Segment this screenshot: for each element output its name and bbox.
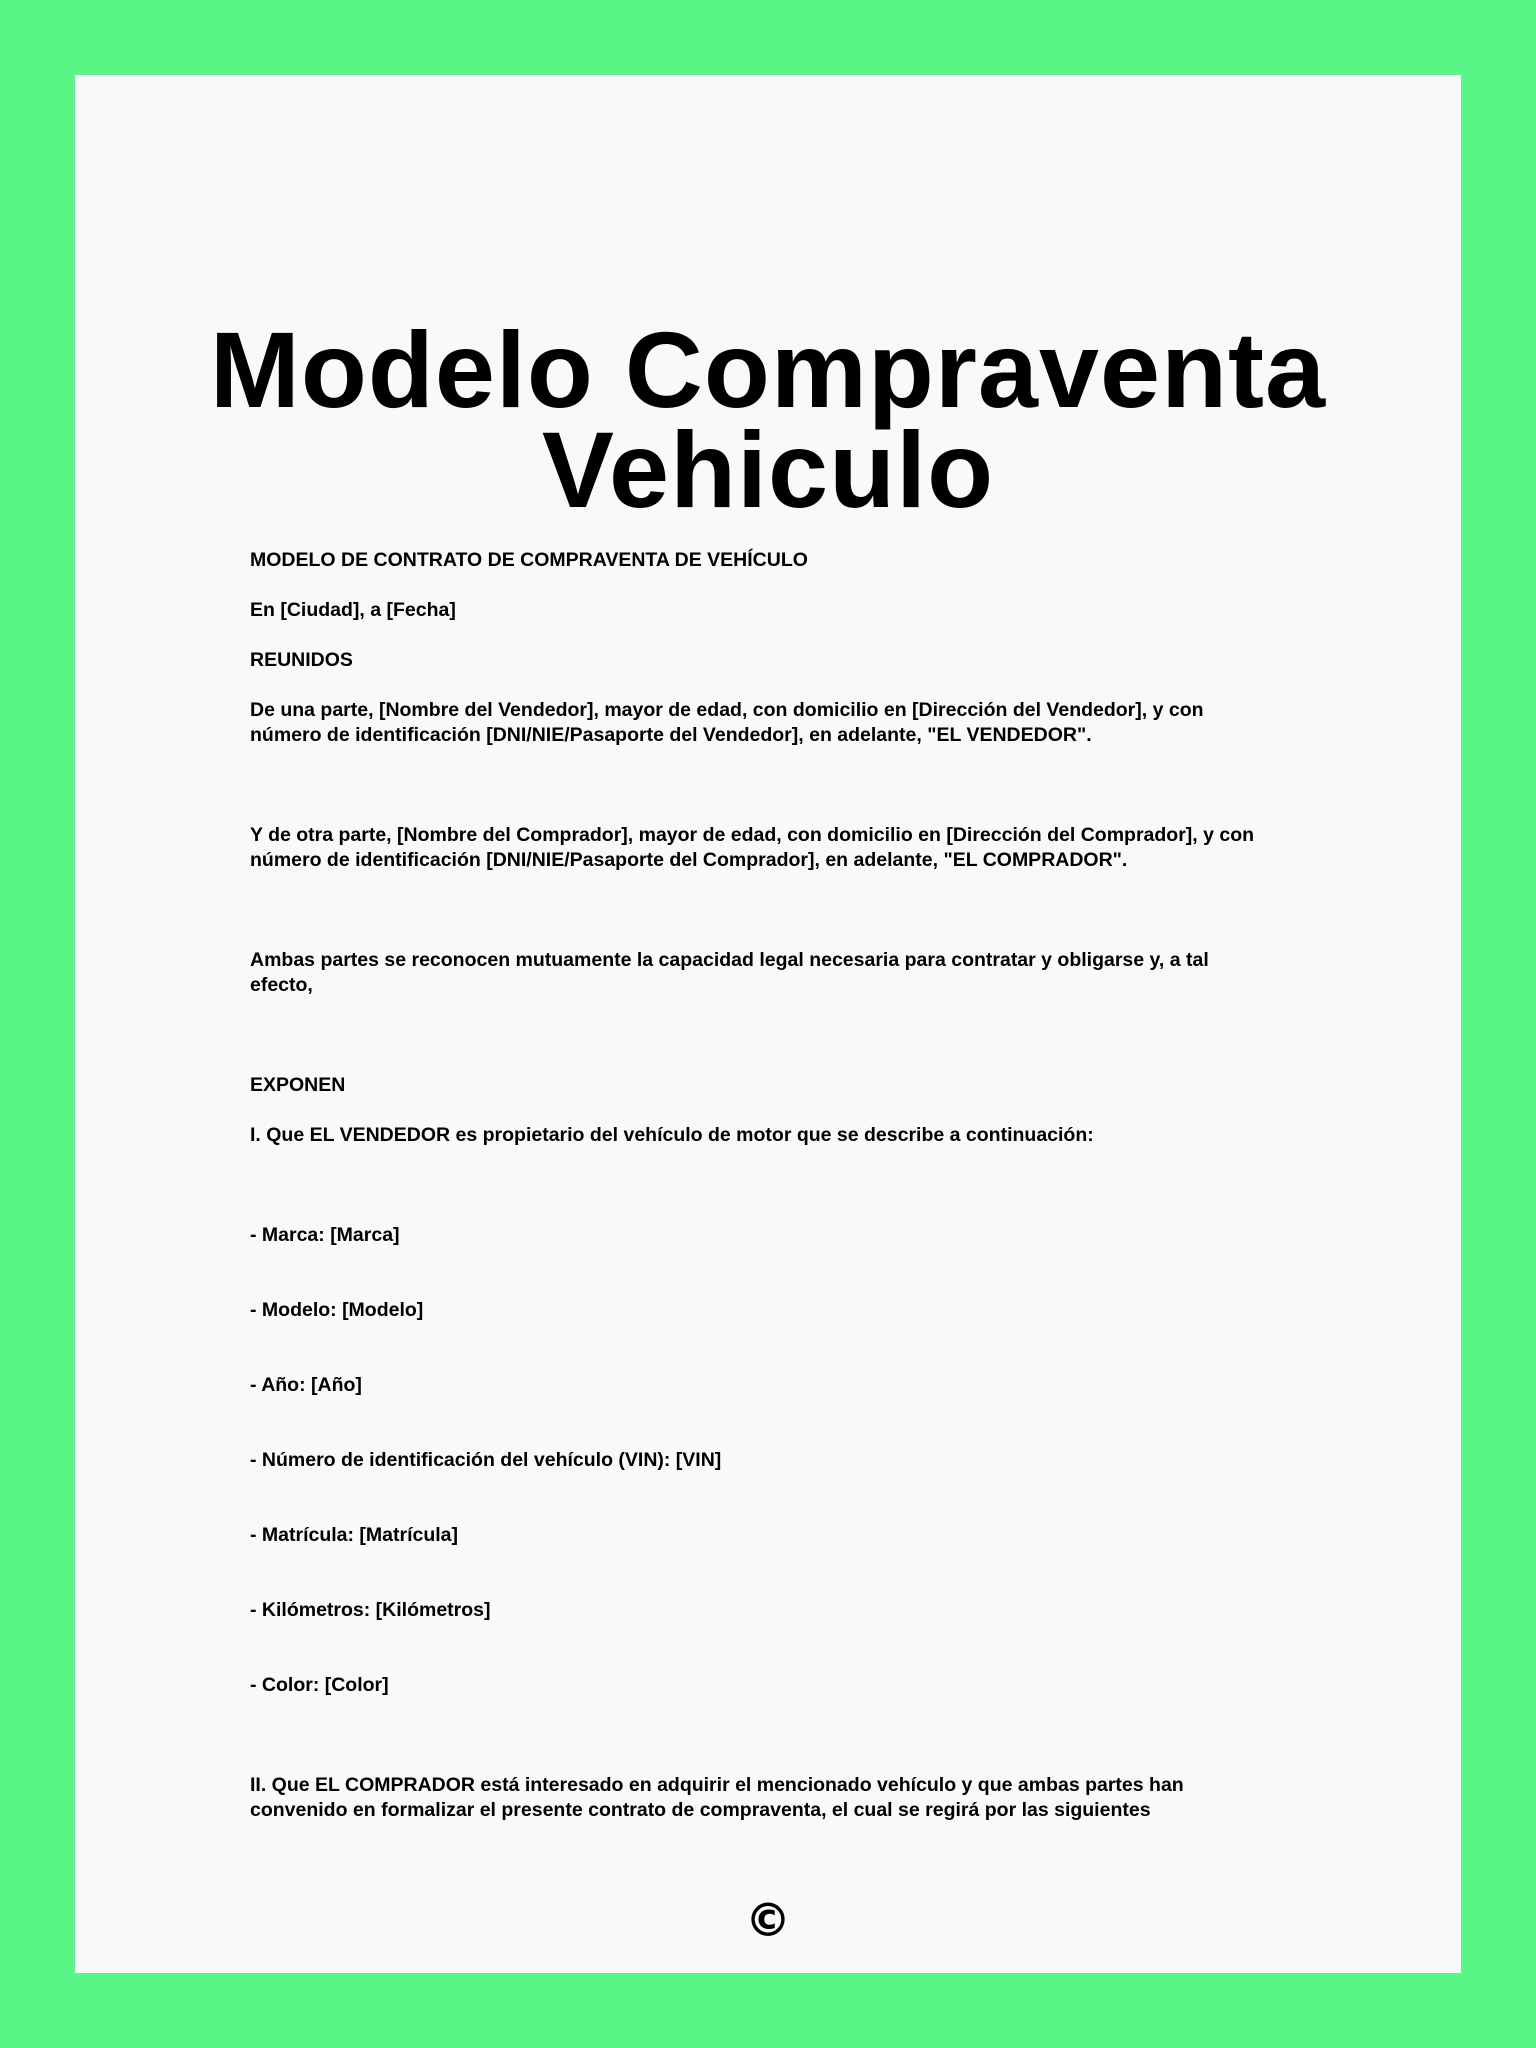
contract-heading: MODELO DE CONTRATO DE COMPRAVENTA DE VEHÍCULO — [250, 549, 808, 571]
vehicle-item-anio: - Año: [Año] — [250, 1374, 362, 1396]
vehicle-item-kilometros: - Kilómetros: [Kilómetros] — [250, 1599, 491, 1621]
vehicle-item-modelo: - Modelo: [Modelo] — [250, 1299, 424, 1321]
vehicle-item-vin: - Número de identificación del vehículo (VIN): [VIN] — [250, 1449, 722, 1471]
place-date-line: En [Ciudad], a [Fecha] — [250, 599, 456, 621]
buyer-paragraph: Y de otra parte, [Nombre del Comprador], mayor de edad, con domicilio en [Dirección del Comprador], y con número de identificación [DNI/NIE/Pasaporte del Comprador], en adelante, "EL COMPRADOR". — [250, 824, 1255, 871]
document-body — [250, 548, 1270, 1823]
clause-two: II. Que EL COMPRADOR está interesado en adquirir el mencionado vehículo y que ambas partes han convenido en formalizar el presente contrato de compraventa, el cual se regirá por las siguientes — [250, 1774, 1184, 1821]
vehicle-item-matricula: - Matrícula: [Matrícula] — [250, 1524, 459, 1546]
seller-paragraph: De una parte, [Nombre del Vendedor], mayor de edad, con domicilio en [Dirección del Vendedor], y con número de identificación [DNI/NIE/Pasaporte del Vendedor], en adelante, "EL VENDEDOR". — [250, 699, 1204, 746]
copyright-icon: © — [745, 1893, 791, 1947]
title-line-1: Modelo Compraventa — [209, 309, 1327, 430]
reunidos-heading: REUNIDOS — [250, 649, 353, 671]
vehicle-item-marca: - Marca: [Marca] — [250, 1224, 400, 1246]
exponen-heading: EXPONEN — [250, 1074, 346, 1096]
vehicle-item-color: - Color: [Color] — [250, 1674, 389, 1696]
title-line-2: Vehiculo — [541, 409, 995, 530]
capacity-paragraph: Ambas partes se reconocen mutuamente la capacidad legal necesaria para contratar y obligarse y, a tal efecto, — [250, 949, 1209, 996]
clause-one: I. Que EL VENDEDOR es propietario del vehículo de motor que se describe a continuación: — [250, 1124, 1094, 1146]
document-title — [75, 309, 1461, 530]
document-page — [75, 75, 1461, 1973]
